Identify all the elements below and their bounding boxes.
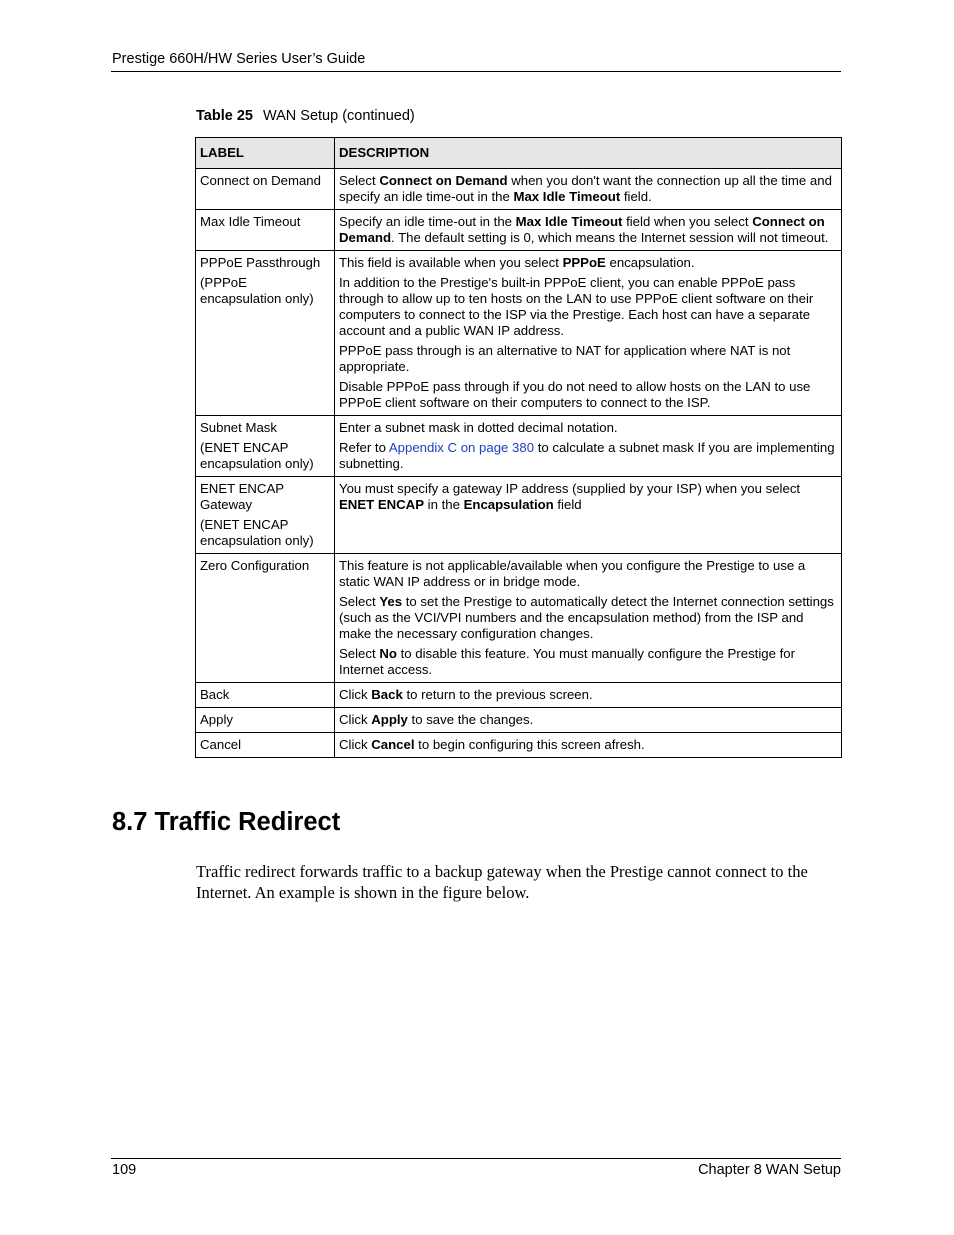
row-label-cell: [196, 554, 335, 683]
row-description-cell: [335, 169, 842, 210]
description-text: Specify an idle time-out in the: [339, 214, 516, 229]
field-name-emphasis: Apply: [371, 712, 408, 727]
description-text: In addition to the Prestige's built-in PPPoE client, you can enable PPPoE pass through to allow up to ten hosts on the LAN to use PPPoE client software on their computers to connect to the ISP via the Prestige. Each host can have a separate account and a public WAN IP address.: [339, 275, 814, 338]
row-label-cell: [196, 416, 335, 477]
description-paragraph: [339, 712, 837, 728]
row-label: Back: [200, 687, 230, 702]
row-description-cell: [335, 554, 842, 683]
description-text: Disable PPPoE pass through if you do not need to allow hosts on the LAN to use PPPoE client software on their computers to connect to the ISP.: [339, 379, 811, 410]
row-description-cell: [335, 251, 842, 416]
field-name-emphasis: Max Idle Timeout: [515, 214, 623, 229]
table-row: [196, 708, 842, 733]
field-name-emphasis: Connect on Demand: [379, 173, 508, 188]
table-row: [196, 554, 842, 683]
field-name-emphasis: No: [379, 646, 397, 661]
table-row: [196, 733, 842, 758]
column-header-description: DESCRIPTION: [335, 138, 842, 169]
description-text: field.: [620, 189, 652, 204]
row-label: Subnet Mask: [200, 420, 277, 435]
description-text: This feature is not applicable/available when you configure the Prestige to use a static WAN IP address or in bridge mode.: [339, 558, 806, 589]
description-text: You must specify a gateway IP address (supplied by your ISP) when you select: [339, 481, 801, 496]
row-label-cell: [196, 210, 335, 251]
field-name-emphasis: Encapsulation: [463, 497, 554, 512]
row-label-cell: [196, 683, 335, 708]
description-text: to disable this feature. You must manually configure the Prestige for Internet access.: [339, 646, 795, 677]
row-label: Cancel: [200, 737, 242, 752]
description-paragraph: [339, 255, 837, 271]
row-description-cell: [335, 733, 842, 758]
row-description-cell: [335, 477, 842, 554]
running-header: Prestige 660H/HW Series User’s Guide: [112, 51, 366, 67]
description-paragraph: [339, 481, 837, 513]
row-description-cell: [335, 683, 842, 708]
header-divider: [111, 71, 841, 72]
table-row: [196, 169, 842, 210]
description-text: Click: [339, 687, 372, 702]
description-paragraph: [339, 594, 837, 642]
description-text: to begin configuring this screen afresh.: [414, 737, 645, 752]
description-text: field when you select: [622, 214, 753, 229]
row-label-note: (ENET ENCAP encapsulation only): [200, 440, 314, 471]
table-number: Table 25: [196, 108, 253, 124]
description-paragraph: [339, 687, 837, 703]
row-label: ENET ENCAP Gateway: [200, 481, 284, 512]
description-text: in the: [424, 497, 464, 512]
row-label: PPPoE Passthrough: [200, 255, 321, 270]
row-label-note: (PPPoE encapsulation only): [200, 275, 314, 306]
section-paragraph: Traffic redirect forwards traffic to a backup gateway when the Prestige cannot connect to the Internet. An example is shown in the figure below.: [196, 862, 808, 902]
description-text: Select: [339, 173, 380, 188]
description-text: . The default setting is 0, which means the Internet session will not timeout.: [391, 230, 829, 245]
row-label: Max Idle Timeout: [200, 214, 301, 229]
wan-setup-table: [195, 137, 842, 758]
table-row: [196, 251, 842, 416]
row-label: Apply: [200, 712, 233, 727]
description-text: to return to the previous screen.: [402, 687, 593, 702]
description-paragraph: [339, 173, 837, 205]
row-label: Connect on Demand: [200, 173, 321, 188]
row-label-cell: [196, 733, 335, 758]
description-text: to save the changes.: [407, 712, 534, 727]
table-header-row: [196, 138, 842, 169]
description-text: Select: [339, 594, 380, 609]
chapter-footer: Chapter 8 WAN Setup: [698, 1162, 841, 1178]
description-paragraph: [339, 646, 837, 678]
description-paragraph: [339, 214, 837, 246]
section-heading: 8.7 Traffic Redirect: [112, 808, 341, 836]
row-label: Zero Configuration: [200, 558, 310, 573]
field-name-emphasis: Back: [371, 687, 403, 702]
description-text: Select: [339, 646, 380, 661]
table-row: [196, 416, 842, 477]
table-row: [196, 210, 842, 251]
description-paragraph: [339, 343, 837, 375]
description-paragraph: [339, 275, 837, 339]
field-name-emphasis: Yes: [379, 594, 403, 609]
table-caption: [196, 108, 415, 124]
description-text: Click: [339, 737, 372, 752]
table-row: [196, 477, 842, 554]
description-paragraph: [339, 440, 837, 472]
row-label-cell: [196, 477, 335, 554]
column-header-label: LABEL: [196, 138, 335, 169]
description-text: Click: [339, 712, 372, 727]
table-body: [196, 169, 842, 758]
page-number: 109: [112, 1162, 137, 1178]
field-name-emphasis: ENET ENCAP: [339, 497, 424, 512]
description-text: PPPoE pass through is an alternative to NAT for application where NAT is not appropriate.: [339, 343, 791, 374]
table-title: WAN Setup (continued): [262, 108, 415, 124]
row-label-cell: [196, 251, 335, 416]
row-label-cell: [196, 169, 335, 210]
description-text: to calculate a subnet mask If you are implementing subnetting.: [339, 440, 835, 471]
description-text: when you don't want the connection up all the time and specify an idle time-out in the: [339, 173, 832, 204]
field-name-emphasis: Cancel: [371, 737, 415, 752]
description-text: Enter a subnet mask in dotted decimal notation.: [339, 420, 618, 435]
description-text: field: [553, 497, 582, 512]
description-text: This field is available when you select: [339, 255, 563, 270]
description-text: to set the Prestige to automatically detect the Internet connection settings (such as the VCI/VPI numbers and the encapsulation method) from the ISP and make the necessary configuration changes.: [339, 594, 834, 641]
description-paragraph: [339, 379, 837, 411]
row-description-cell: [335, 416, 842, 477]
row-label-note: (ENET ENCAP encapsulation only): [200, 517, 314, 548]
description-paragraph: [339, 558, 837, 590]
description-text: encapsulation.: [605, 255, 695, 270]
table-row: [196, 683, 842, 708]
field-name-emphasis: Connect on Demand: [339, 214, 825, 245]
description-text: Refer to: [339, 440, 389, 455]
field-name-emphasis: Max Idle Timeout: [513, 189, 621, 204]
row-description-cell: [335, 210, 842, 251]
cross-reference-link[interactable]: Appendix C on page 380: [388, 440, 535, 455]
description-paragraph: [339, 420, 837, 436]
row-label-cell: [196, 708, 335, 733]
footer-divider: [111, 1158, 841, 1159]
row-description-cell: [335, 708, 842, 733]
field-name-emphasis: PPPoE: [562, 255, 606, 270]
description-paragraph: [339, 737, 837, 753]
